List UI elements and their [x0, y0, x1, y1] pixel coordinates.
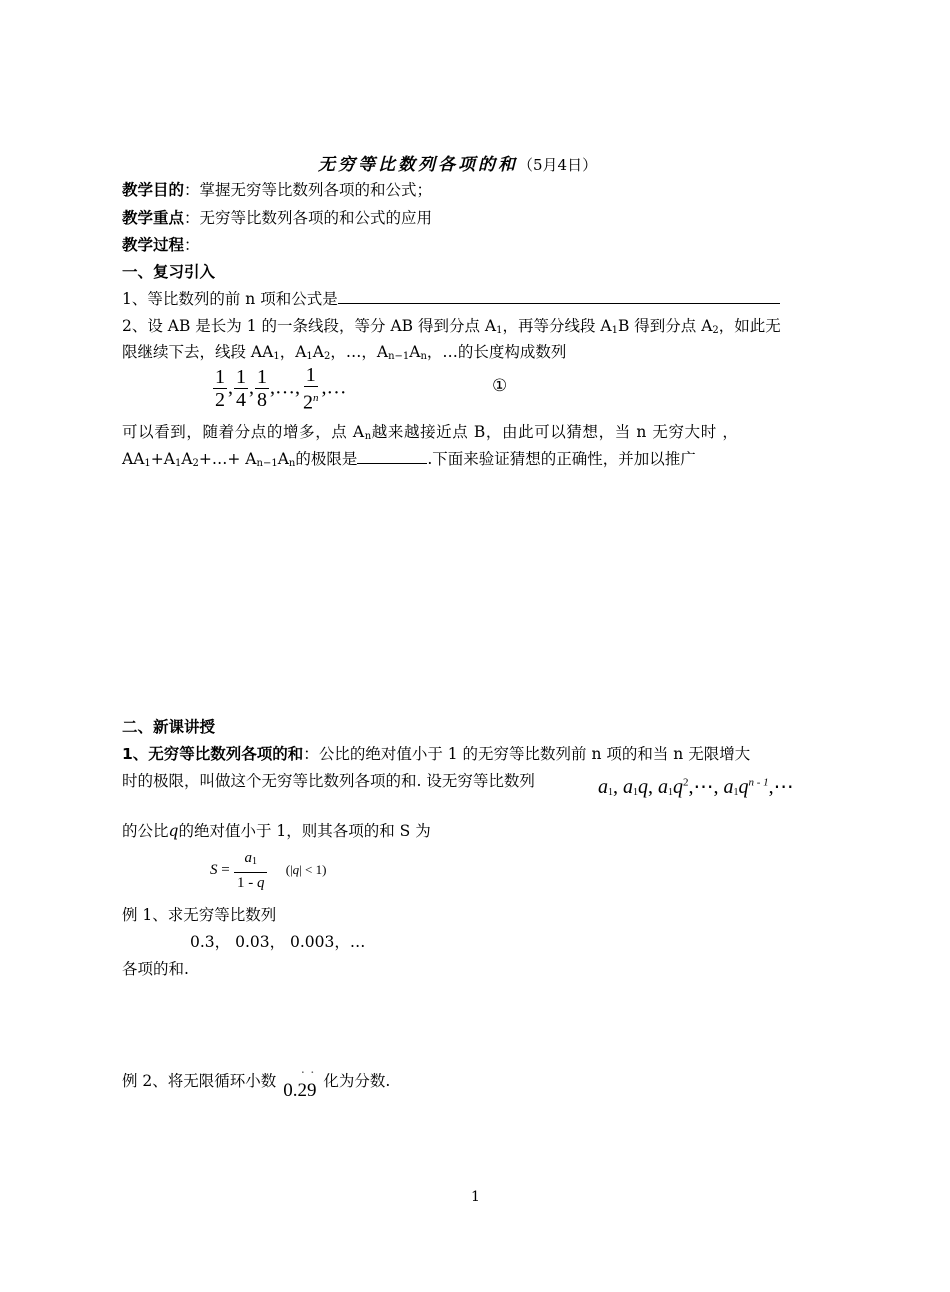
- item2-l2-b-sub1: 1: [306, 351, 313, 362]
- seq-a1: a: [598, 776, 608, 798]
- section1-item2-line2: [122, 340, 566, 362]
- definition-text1: 公比的绝对值小于 1 的无穷等比数列前 n 项的和当 n 无限增大: [318, 745, 751, 763]
- example2-after: 化为分数.: [323, 1072, 391, 1090]
- frac1-num: 1: [215, 366, 225, 389]
- frac3-den: 8: [257, 389, 267, 412]
- frac3-num: 1: [257, 366, 267, 389]
- formula-num-a: a: [244, 850, 252, 866]
- para-l2-a-sub: 1: [144, 458, 151, 469]
- decimal-digit-9: [306, 1066, 317, 1102]
- item1-text: 1、等比数列的前 n 项和公式是: [122, 290, 338, 308]
- example1-label: 例 1、求无穷等比数列: [122, 906, 277, 924]
- item2-l2-b-sub2: 2: [323, 351, 331, 362]
- seq-a1q: a: [623, 776, 633, 798]
- focus-text: 无穷等比数列各项的和公式的应用: [199, 209, 433, 227]
- para-l1-a: 可以看到，随着分点的增多，点 A: [122, 423, 365, 441]
- focus-label: 教学重点: [122, 209, 185, 227]
- cond-bar: |: [290, 861, 293, 877]
- para-l1-a-sub: n: [364, 431, 372, 442]
- seq2-comma-1: ,: [613, 776, 618, 798]
- repeat-dot-2: ·: [309, 1066, 315, 1081]
- para-l2-c: +…+ A: [198, 450, 257, 468]
- item2-l2-a: 限继续下去，线段 AA: [122, 343, 274, 361]
- item2-l2-c: ，…，A: [330, 343, 389, 361]
- seq2-comma-5: ,: [768, 776, 774, 798]
- para-l2-c-sub2: n: [288, 458, 296, 469]
- fracn-base: 2: [303, 391, 313, 414]
- frac1-den: 2: [215, 389, 225, 412]
- repeating-decimal: [283, 1066, 317, 1102]
- formula-num-sub: 1: [251, 856, 257, 867]
- example2-text: [122, 1066, 391, 1102]
- focus-colon: ：: [184, 209, 200, 227]
- para-l2-b-sub2: 2: [192, 458, 199, 469]
- seq2-comma-2: ,: [648, 776, 653, 798]
- seq-comma-5: ,: [321, 376, 327, 399]
- repeat-dot-1: ·: [300, 1066, 306, 1081]
- seq2-dots-1: ⋯: [693, 776, 714, 798]
- definition-colon: ：: [303, 745, 319, 763]
- item2-l2-d: ，…的长度构成数列: [426, 343, 567, 361]
- digit-9: 9: [306, 1080, 317, 1101]
- formula-den-text: 1 -: [236, 875, 257, 891]
- formula-S: S: [210, 861, 218, 878]
- process-colon: ：: [184, 236, 200, 254]
- item2-l1-b-sub: 1: [611, 325, 618, 336]
- formula-eq: =: [221, 861, 230, 878]
- fraction-half: [213, 366, 227, 411]
- geometric-sequence-formula: [598, 774, 794, 799]
- para-l2-c-sub1: n−1: [256, 458, 278, 469]
- section2-heading: 二、新课讲授: [122, 718, 216, 736]
- fraction-nth: [301, 364, 321, 414]
- sequence-formula: [212, 364, 347, 414]
- goal-label: 教学目的: [122, 181, 185, 199]
- item2-l1-a-sub: 1: [496, 325, 503, 336]
- item2-l2-a-sub: 1: [273, 351, 280, 362]
- seq-a1qn: a: [723, 776, 734, 798]
- frac2-den: 4: [236, 389, 246, 412]
- example1-values: 0.3， 0.03， 0.003，…: [190, 933, 366, 951]
- para-l2-b-mid: A: [181, 450, 193, 468]
- para-line1: [122, 420, 738, 442]
- decimal-digit-2: [297, 1066, 307, 1102]
- item2-l1-a: 2、设 AB 是长为 1 的一条线段，等分 AB 得到分点 A: [122, 317, 497, 335]
- ratio-line: [122, 819, 431, 841]
- seq-a1q2-sub: 1: [668, 787, 673, 798]
- page-number: 1: [471, 1189, 480, 1205]
- formula-den-q: q: [256, 875, 265, 891]
- cond-open: (: [285, 861, 291, 877]
- cond-rest: | < 1): [299, 861, 327, 877]
- ratio-b: 的绝对值小于 1，则其各项的和 S 为: [178, 822, 431, 840]
- title-main: 无穷等比数列各项的和: [318, 155, 518, 175]
- cond-q: q: [292, 861, 300, 877]
- definition-line1: [122, 742, 750, 764]
- seq-qn: q: [738, 776, 749, 798]
- section1-item2-line1: [122, 314, 781, 336]
- item1-blank: [338, 288, 780, 304]
- section1-heading: 一、复习引入: [122, 263, 216, 281]
- seq-dots-2: …: [326, 376, 347, 399]
- digit-2: 2: [297, 1080, 307, 1101]
- page-title: [318, 150, 597, 175]
- para-l2-b: +A: [150, 450, 175, 468]
- ratio-q: q: [168, 822, 179, 840]
- item2-l2-c-sub2: n: [420, 351, 427, 362]
- seq-a1qn-sub: 1: [733, 787, 739, 798]
- seq-comma-3: ,: [270, 376, 275, 399]
- ratio-a: 的公比: [122, 822, 169, 840]
- seq-q1: q: [638, 776, 648, 798]
- seq2-comma-3: ,: [688, 776, 694, 798]
- sum-formula: [210, 848, 326, 893]
- equation-marker: ①: [492, 376, 508, 396]
- limit-blank: [357, 449, 427, 464]
- item2-l1-c-sub: 2: [712, 325, 719, 336]
- item2-l1-d: ，如此无: [718, 317, 781, 335]
- teaching-goal: [122, 178, 432, 200]
- item2-l2-b-mid: A: [312, 343, 324, 361]
- item2-l1-c: B 得到分点 A: [617, 317, 713, 335]
- decimal-int: 0.: [283, 1080, 298, 1101]
- para-l2-e: .下面来验证猜想的正确性，并加以推广: [427, 450, 696, 468]
- seq2-dots-2: ⋯: [773, 776, 794, 798]
- frac2-num: 1: [236, 366, 246, 389]
- formula-condition: [286, 862, 327, 877]
- item2-l1-b: ，再等分线段 A: [502, 317, 612, 335]
- section1-item1: [122, 287, 780, 309]
- goal-text: 掌握无穷等比数列各项的和公式；: [199, 181, 433, 199]
- seq-a1q-sub: 1: [633, 787, 638, 798]
- seq-comma-1: ,: [228, 376, 233, 399]
- fraction-quarter: [234, 366, 248, 411]
- para-line2: [122, 447, 696, 469]
- formula-numerator: [234, 848, 267, 873]
- fracn-den: [301, 387, 321, 414]
- fracn-exp: n: [313, 392, 319, 404]
- title-date: （5月4日）: [518, 156, 598, 174]
- teaching-process: [122, 233, 200, 255]
- process-label: 教学过程: [122, 236, 185, 254]
- definition-label: 1、无穷等比数列各项的和: [122, 745, 304, 763]
- item2-l2-c-mid: A: [409, 343, 421, 361]
- seq2-comma-4: ,: [713, 776, 719, 798]
- item2-l2-c-sub1: n−1: [388, 351, 410, 362]
- para-l2-c-mid: A: [277, 450, 289, 468]
- item2-l2-b: ，A: [279, 343, 307, 361]
- goal-colon: ：: [184, 181, 200, 199]
- para-l2-b-sub1: 1: [174, 458, 182, 469]
- para-l2-a: AA: [122, 450, 145, 468]
- seq-comma-2: ,: [249, 376, 254, 399]
- seq-dots-1: …: [275, 376, 295, 399]
- example1-end: 各项的和.: [122, 960, 189, 978]
- fracn-num: 1: [305, 364, 316, 386]
- seq-a1q2: a: [658, 776, 668, 798]
- formula-denominator: [235, 873, 267, 893]
- teaching-focus: [122, 206, 432, 228]
- definition-line2: 时的极限，叫做这个无穷等比数列各项的和. 设无穷等比数列: [122, 772, 535, 790]
- para-l2-d: 的极限是: [295, 450, 358, 468]
- seq-qn-exp: n - 1: [748, 776, 769, 789]
- seq-q2: q: [673, 776, 683, 798]
- example2-before: 例 2、将无限循环小数: [122, 1072, 277, 1090]
- seq-a1-sub: 1: [608, 787, 613, 798]
- formula-fraction: [234, 848, 267, 893]
- seq-q2-exp: 2: [683, 776, 689, 789]
- seq-comma-4: ,: [295, 376, 300, 399]
- fraction-eighth: [255, 366, 269, 411]
- para-l1-b: 越来越接近点 B，由此可以猜想，当 n 无穷大时 ，: [371, 423, 739, 441]
